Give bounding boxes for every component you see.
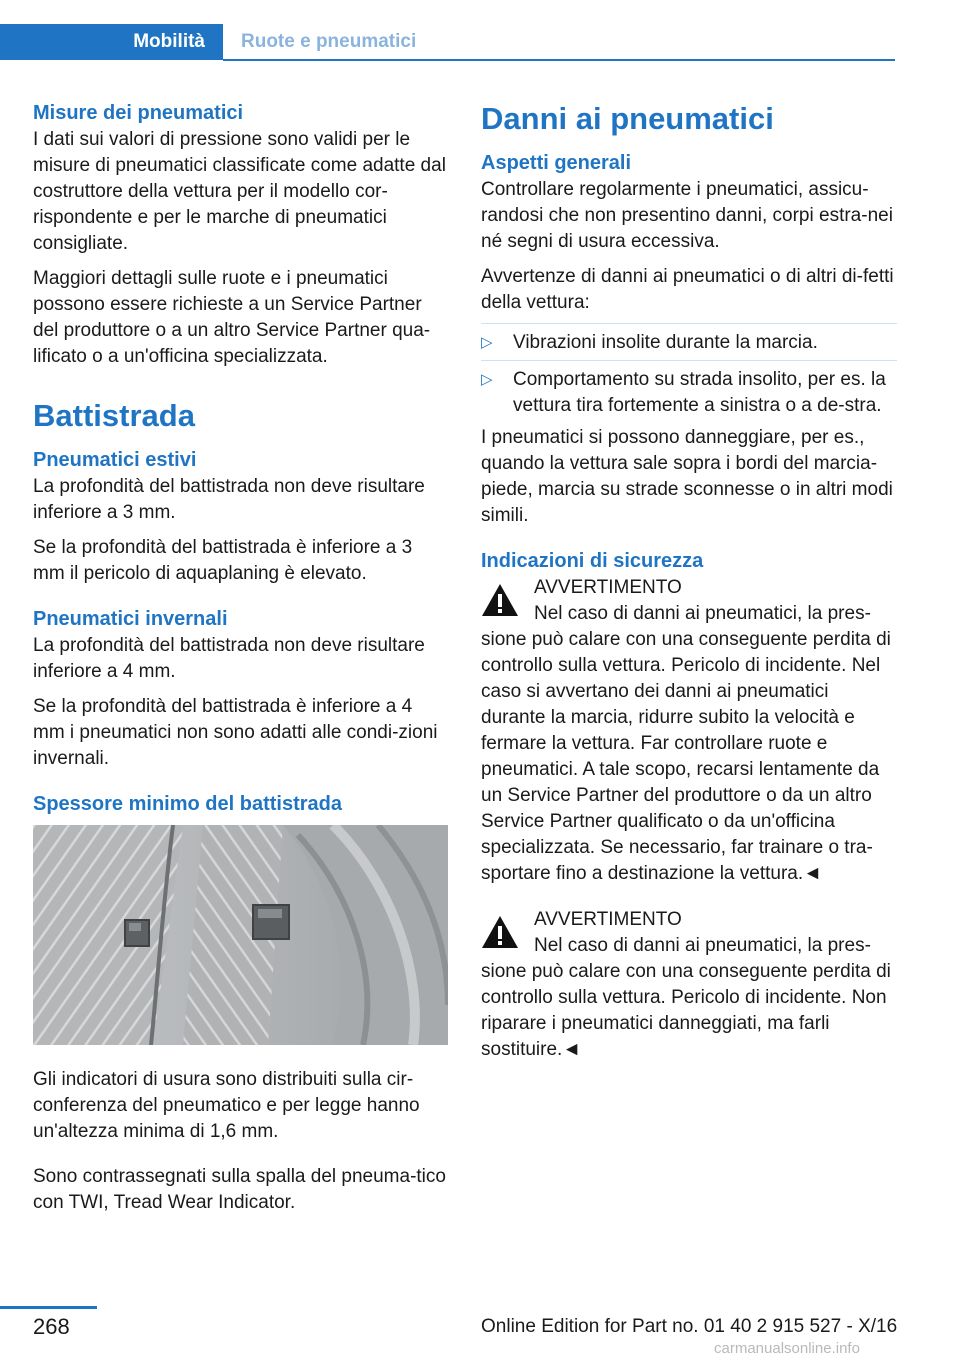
watermark: carmanualsonline.info — [714, 1340, 860, 1357]
paragraph: Avvertenze di danni ai pneumatici o di altri di-fetti della vettura: — [481, 266, 894, 313]
list-item: ▷ Vibrazioni insolite durante la marcia. — [481, 330, 897, 356]
footer-rule — [0, 1306, 97, 1309]
warning-lead: Nel caso di danni ai pneumatici, la pres- — [534, 935, 871, 956]
heading-estivi: Pneumatici estivi — [33, 449, 197, 471]
heading-invernali: Pneumatici invernali — [33, 608, 228, 630]
list-item: ▷ Comportamento su strada insolito, per es. la vettura tira fortemente a sinistra o a de-stra. — [481, 369, 886, 416]
heading-danni: Danni ai pneumatici — [481, 101, 774, 136]
bullet-list — [481, 330, 897, 419]
warning-block-1 — [481, 575, 897, 887]
paragraph: Se la profondità del battistrada è inferiore a 3 mm il pericolo di aquaplaning è elevato. — [33, 537, 413, 584]
warning-lead: Nel caso di danni ai pneumatici, la pres- — [534, 603, 871, 624]
paragraph: Sono contrassegnati sulla spalla del pneuma-tico con TWI, Tread Wear Indicator. — [33, 1166, 446, 1213]
warning-triangle-icon — [481, 583, 519, 617]
paragraph: Gli indicatori di usura sono distribuiti sulla cir-conferenza del pneumatico e per legge hanno un'altezza minima di 1,6 mm. — [33, 1069, 420, 1142]
tread-wear-indicator-image — [33, 825, 448, 1045]
paragraph: Controllare regolarmente i pneumatici, assicu-randosi che non presentino danni, corpi estra-nei né segni di usura eccessiva. — [481, 179, 893, 252]
heading-sicurezza: Indicazioni di sicurezza — [481, 550, 704, 572]
triangle-bullet-icon: ▷ — [481, 334, 493, 351]
chapter-tab[interactable]: Mobilità — [0, 24, 223, 60]
warning-title: AVVERTIMENTO — [534, 577, 682, 598]
heading-misure: Misure dei pneumatici — [33, 102, 244, 124]
paragraph: La profondità del battistrada non deve risultare inferiore a 4 mm. — [33, 635, 425, 682]
section-tab[interactable]: Ruote e pneumatici — [241, 31, 417, 52]
warning-block-2 — [481, 907, 897, 1063]
heading-spessore: Spessore minimo del battistrada — [33, 793, 342, 815]
page-number: 268 — [33, 1314, 70, 1339]
warning-triangle-icon — [481, 915, 519, 949]
heading-battistrada: Battistrada — [33, 398, 195, 433]
warning-text: sione può calare con una conseguente perdita di controllo sulla vettura. Pericolo di incidente. Non riparare i pneumatici danneggiati, ma farli sostituire.◄ — [481, 961, 891, 1060]
header-rule — [223, 59, 895, 61]
left-column — [33, 100, 449, 1225]
paragraph: I pneumatici si possono danneggiare, per es., quando la vettura sale sopra i bordi del marcia-piede, marcia su strade sconnesse o in altri modi simili. — [481, 427, 893, 526]
right-column — [481, 100, 897, 1075]
warning-title: AVVERTIMENTO — [534, 909, 682, 930]
paragraph: Se la profondità del battistrada è inferiore a 4 mm i pneumatici non sono adatti alle condi-zioni invernali. — [33, 696, 438, 769]
paragraph: I dati sui valori di pressione sono validi per le misure di pneumatici classificate come adatte dal costruttore della vettura per il modello cor-rispondente e per le marche di pneumatici consigliate. — [33, 129, 446, 254]
paragraph: La profondità del battistrada non deve risultare inferiore a 3 mm. — [33, 476, 425, 523]
warning-text: sione può calare con una conseguente perdita di controllo sulla vettura. Pericolo di incidente. Nel caso si avvertano dei danni ai pneumatici durante la marcia, ridurre subito la velocità e fermare la vettura. Far controllare ruote e pneumatici. A tale scopo, recarsi lentamente da un Service Partner del produttore o da un altro Service Partner qualificato o da un'officina specializzata. Se necessario, far trainare o tra-sportare fino a destinazione la vettura.◄ — [481, 629, 891, 884]
paragraph: Maggiori dettagli sulle ruote e i pneumatici possono essere richieste a un Service Partner del produttore o a un altro Service Partner qua-lificato o a un'officina specializzata. — [33, 268, 431, 367]
triangle-bullet-icon: ▷ — [481, 371, 493, 388]
heading-generali: Aspetti generali — [481, 152, 632, 174]
edition-text: Online Edition for Part no. 01 40 2 915 527 - X/16 — [481, 1316, 898, 1337]
page-header — [0, 0, 960, 66]
